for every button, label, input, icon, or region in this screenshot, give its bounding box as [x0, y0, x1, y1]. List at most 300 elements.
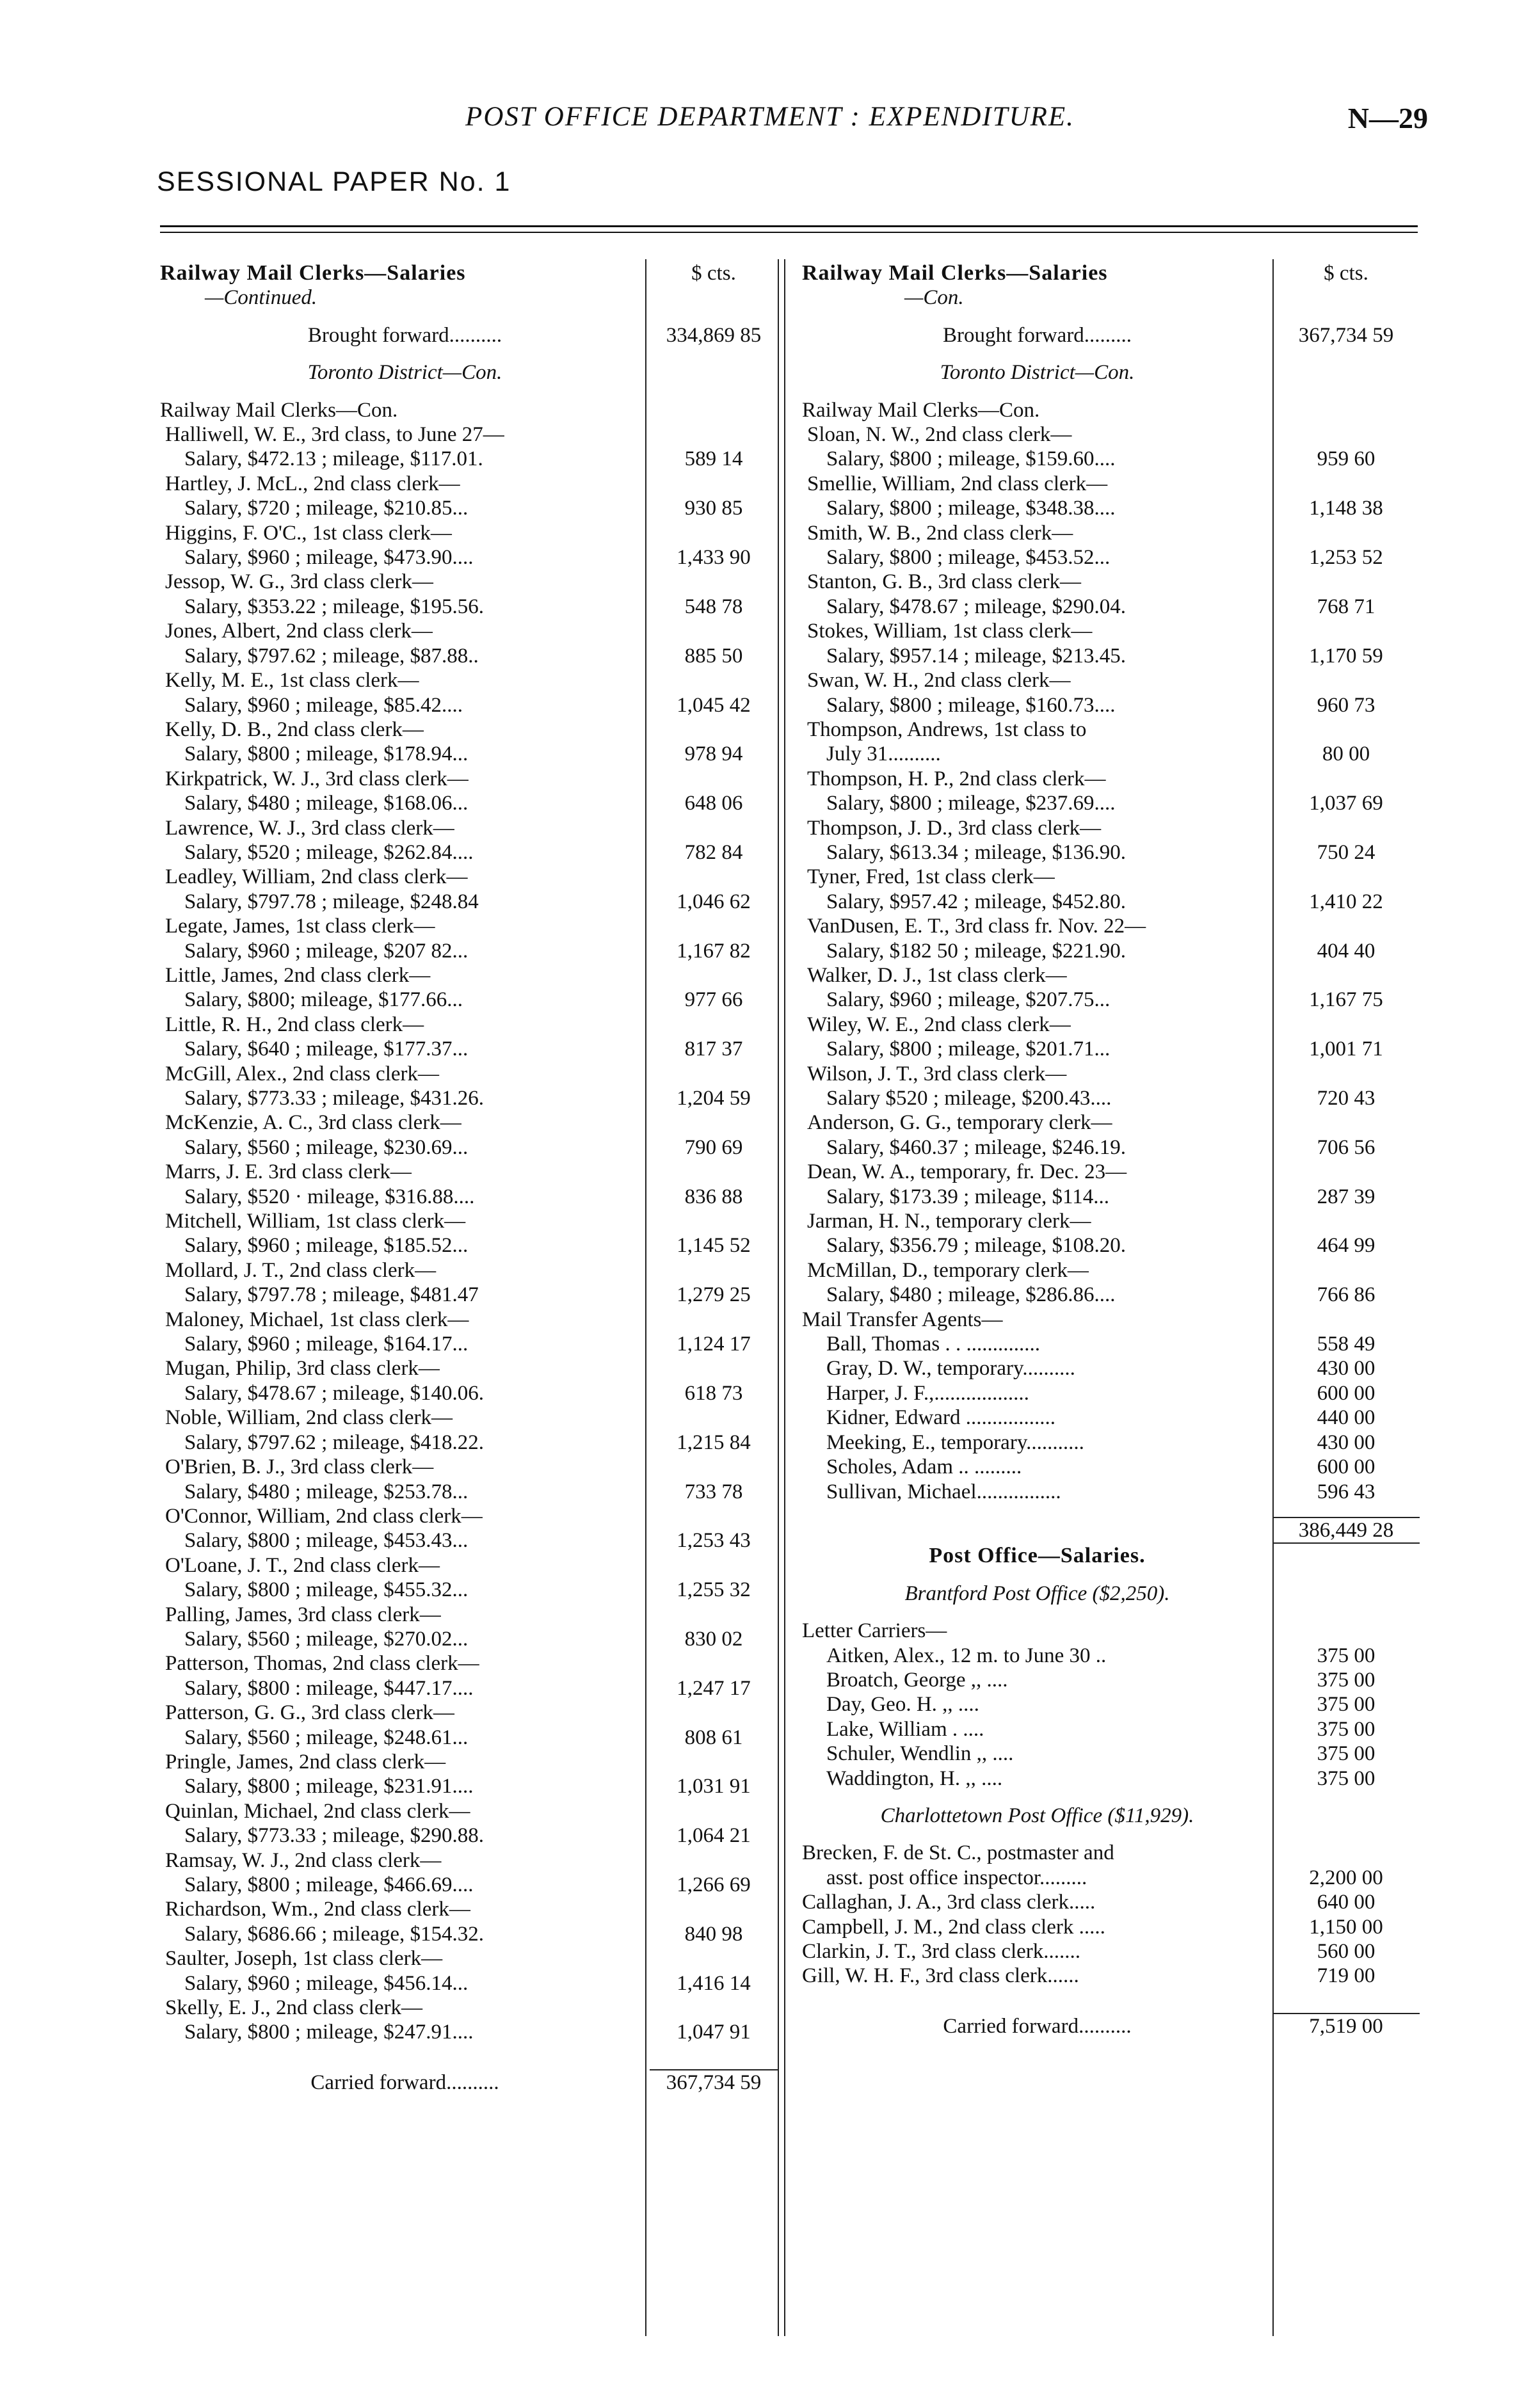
- entry-name-row: [160, 1356, 778, 1381]
- entry-amount: 1,279 25: [677, 1283, 751, 1307]
- entry-amount: 1,037 69: [1309, 792, 1383, 815]
- entry-amount: 430 00: [1317, 1357, 1376, 1381]
- entry-amount: 375 00: [1317, 1668, 1376, 1692]
- entry-name-row: [802, 1062, 1420, 1086]
- right-column: [802, 261, 1420, 2039]
- entry-name-row: [160, 717, 778, 742]
- entry-amount: 2,200 00: [1309, 1866, 1383, 1889]
- entry-amount: 1,253 52: [1309, 546, 1383, 570]
- entry-name: McMillan, D., temporary clerk—: [807, 1258, 1089, 1282]
- entry-detail: Salary, $797.62 ; mileage, $87.88..: [184, 644, 479, 668]
- entry-detail: Salary, $800 ; mileage, $455.32...: [184, 1578, 469, 1602]
- entry-detail: Salary, $640 ; mileage, $177.37...: [184, 1037, 469, 1061]
- entry-detail-row: [160, 1578, 778, 1602]
- entry-amount: 1,031 91: [677, 1775, 751, 1798]
- post-office-salaries-heading: Post Office—Salaries.: [929, 1544, 1146, 1568]
- left-heading-continued: —Continued.: [205, 286, 317, 310]
- entry-name: Meeking, E., temporary...........: [826, 1430, 1084, 1454]
- entry-amount: 1,167 75: [1309, 988, 1383, 1012]
- entry-row: [802, 1405, 1420, 1430]
- entry-name-row: [160, 422, 778, 447]
- entry-name-row: [802, 816, 1420, 840]
- entry-name: O'Connor, William, 2nd class clerk—: [165, 1504, 483, 1528]
- entry-name: Scholes, Adam .. .........: [826, 1455, 1022, 1479]
- entry-name: Schuler, Wendlin ,, ....: [826, 1742, 1014, 1766]
- entry-name: Jarman, H. N., temporary clerk—: [807, 1210, 1091, 1233]
- entry-amount: 1,255 32: [677, 1578, 751, 1602]
- entry-detail-row: [802, 545, 1420, 570]
- entry-detail: Salary, $960 ; mileage, $164.17...: [184, 1333, 469, 1356]
- column-divider: [778, 259, 779, 2336]
- entry-detail: Salary, $800 ; mileage, $466.69....: [184, 1873, 474, 1896]
- entry-amount: 80 00: [1322, 742, 1370, 766]
- entry-amount: 1,410 22: [1309, 890, 1383, 913]
- entry-detail: Salary, $800 : mileage, $447.17....: [184, 1676, 474, 1700]
- page-header-title: POST OFFICE DEPARTMENT : EXPENDITURE.: [465, 102, 1075, 132]
- entry-detail: Salary, $957.14 ; mileage, $213.45.: [826, 644, 1127, 668]
- header-rule: [160, 225, 1418, 227]
- letter-carriers-label: Letter Carriers—: [802, 1619, 947, 1643]
- entry-amount: 375 00: [1317, 1742, 1376, 1766]
- charlottetown-heading: Charlottetown Post Office ($11,929).: [880, 1804, 1194, 1827]
- entry-detail: Salary, $478.67 ; mileage, $140.06.: [184, 1381, 485, 1405]
- entry-detail-row: [160, 1381, 778, 1405]
- entry-detail-row: [802, 447, 1420, 471]
- entry-detail: Salary, $797.62 ; mileage, $418.22.: [184, 1430, 485, 1454]
- entry-detail: Salary, $560 ; mileage, $270.02...: [184, 1627, 469, 1651]
- entry-detail-row: [160, 1430, 778, 1455]
- entry-name: Smellie, William, 2nd class clerk—: [807, 472, 1108, 495]
- right-section-heading: Railway Mail Clerks—Salaries: [802, 261, 1108, 285]
- entry-name: Jessop, W. G., 3rd class clerk—: [165, 570, 433, 594]
- entry-detail: Salary, $960 ; mileage, $456.14...: [184, 1971, 469, 1995]
- entry-amount: 1,064 21: [677, 1824, 751, 1848]
- right-subtotal-amount: 386,449 28: [1272, 1517, 1420, 1544]
- entry-name-row: [160, 472, 778, 496]
- entry-amount: 959 60: [1317, 447, 1376, 471]
- entry-detail-row: [160, 595, 778, 619]
- entry-name: Mollard, J. T., 2nd class clerk—: [165, 1258, 437, 1282]
- left-district-heading: Toronto District—Con.: [307, 361, 502, 385]
- entry-name-row: [802, 767, 1420, 791]
- right-subheading: Railway Mail Clerks—Con.: [802, 398, 1040, 422]
- entry-detail: July 31..........: [826, 742, 941, 766]
- entry-amount: 404 40: [1317, 939, 1376, 963]
- entry-name: VanDusen, E. T., 3rd class fr. Nov. 22—: [807, 915, 1146, 938]
- entry-name-row: [802, 865, 1420, 889]
- entry-amount: 790 69: [684, 1135, 743, 1159]
- entry-detail: Salary, $480 ; mileage, $168.06...: [184, 792, 469, 815]
- entry-amount: 1,416 14: [677, 1971, 751, 1995]
- entry-name: Swan, W. H., 2nd class clerk—: [807, 669, 1071, 693]
- entry-name-row: [802, 1209, 1420, 1233]
- entry-detail: Salary, $800 ; mileage, $247.91....: [184, 2021, 474, 2044]
- entry-name-row: [160, 1504, 778, 1528]
- entry-row: [802, 1668, 1420, 1692]
- entry-row: [802, 1890, 1420, 1914]
- entry-detail: Salary, $480 ; mileage, $253.78...: [184, 1480, 469, 1503]
- column-divider-inner: [784, 259, 785, 2336]
- entry-name-row: [160, 1701, 778, 1725]
- entry-detail: asst. post office inspector.........: [826, 1866, 1087, 1889]
- entry-detail: Salary, $356.79 ; mileage, $108.20.: [826, 1234, 1127, 1258]
- entry-name: McKenzie, A. C., 3rd class clerk—: [165, 1111, 461, 1135]
- right-brought-forward-label: Brought forward.........: [942, 323, 1132, 347]
- entry-detail: Salary, $960 ; mileage, $85.42....: [184, 693, 463, 717]
- entry-detail: Salary, $800 ; mileage, $237.69....: [826, 792, 1116, 815]
- entry-amount: 375 00: [1317, 1766, 1376, 1790]
- entry-detail: Salary, $960 ; mileage, $207 82...: [184, 939, 469, 963]
- entry-name: Walker, D. J., 1st class clerk—: [807, 963, 1067, 987]
- entry-amount: 589 14: [684, 447, 743, 471]
- entry-name: Pringle, James, 2nd class clerk—: [165, 1750, 446, 1773]
- entry-row: [802, 1717, 1420, 1741]
- charlottetown-list: [802, 1841, 1420, 1988]
- entry-name: O'Brien, B. J., 3rd class clerk—: [165, 1455, 434, 1479]
- entry-detail-row: [160, 1528, 778, 1553]
- entry-detail-row: [160, 939, 778, 963]
- letter-carriers-list: [802, 1644, 1420, 1791]
- entry-amount: 464 99: [1317, 1234, 1376, 1258]
- entry-detail: Salary, $800 ; mileage, $178.94...: [184, 742, 469, 766]
- entry-detail: Salary, $460.37 ; mileage, $246.19.: [826, 1135, 1127, 1159]
- entry-amount: 977 66: [684, 988, 743, 1012]
- entry-amount: 1,148 38: [1309, 497, 1383, 520]
- entry-detail: Salary, $560 ; mileage, $230.69...: [184, 1135, 469, 1159]
- entry-detail-row: [160, 890, 778, 914]
- entry-name-row: [160, 767, 778, 791]
- entry-name-row: [160, 570, 778, 594]
- entry-row: [802, 1430, 1420, 1455]
- entry-name-row: [802, 717, 1420, 742]
- entry-amount: 648 06: [684, 792, 743, 815]
- entry-detail: Salary, $800 ; mileage, $159.60....: [826, 447, 1116, 471]
- entry-detail: Salary, $957.42 ; mileage, $452.80.: [826, 890, 1127, 913]
- entry-detail: Salary, $800 ; mileage, $453.52...: [826, 546, 1111, 570]
- entry-amount: 768 71: [1317, 595, 1376, 618]
- entry-name: Thompson, J. D., 3rd class clerk—: [807, 816, 1102, 840]
- entry-detail-row: [802, 939, 1420, 963]
- entry-amount: 1,001 71: [1309, 1037, 1383, 1061]
- entry-name-row: [160, 1258, 778, 1283]
- entry-detail: Salary, $472.13 ; mileage, $117.01.: [184, 447, 483, 471]
- sessional-paper-label: SESSIONAL PAPER No. 1: [157, 166, 511, 197]
- entry-row: [802, 1455, 1420, 1479]
- entry-amount: 1,253 43: [677, 1529, 751, 1553]
- entry-detail-row: [802, 693, 1420, 717]
- entry-name-row: [160, 668, 778, 693]
- entry-amount: 1,150 00: [1309, 1915, 1383, 1939]
- entry-amount: 640 00: [1317, 1891, 1376, 1914]
- entry-name: Hartley, J. McL., 2nd class clerk—: [165, 472, 460, 495]
- entry-detail-row: [802, 1086, 1420, 1110]
- left-carried-forward-label: Carried forward..........: [310, 2071, 499, 2095]
- entry-name: Ramsay, W. J., 2nd class clerk—: [165, 1848, 442, 1872]
- entry-name: Harper, J. F.,..................: [826, 1381, 1029, 1405]
- entry-detail-row: [802, 742, 1420, 766]
- entry-detail-row: [160, 644, 778, 668]
- entry-name: Brecken, F. de St. C., postmaster and: [802, 1841, 1114, 1865]
- entry-name: Noble, William, 2nd class clerk—: [165, 1406, 453, 1430]
- entry-name: Lawrence, W. J., 3rd class clerk—: [165, 816, 454, 840]
- entry-name: Quinlan, Michael, 2nd class clerk—: [165, 1799, 470, 1823]
- left-brought-forward-label: Brought forward..........: [307, 323, 502, 347]
- left-entries-list: [160, 422, 778, 2045]
- entry-detail-row: [160, 1283, 778, 1307]
- left-column: [160, 261, 778, 2095]
- entry-name-row: [160, 1013, 778, 1037]
- entry-name-row: [160, 619, 778, 643]
- entry-amount: 719 00: [1317, 1964, 1376, 1988]
- entry-detail-row: [160, 791, 778, 815]
- entry-detail: Salary, $520 ; mileage, $262.84....: [184, 840, 474, 864]
- entry-amount: 885 50: [684, 644, 743, 668]
- entry-detail: Salary, $800 ; mileage, $201.71...: [826, 1037, 1111, 1061]
- entry-detail-row: [160, 545, 778, 570]
- entry-amount: 558 49: [1317, 1333, 1376, 1356]
- entry-detail: Salary, $800 ; mileage, $231.91....: [184, 1775, 474, 1798]
- entry-amount: 1,170 59: [1309, 644, 1383, 668]
- entry-name-row: [802, 1258, 1420, 1283]
- entry-detail-row: [802, 890, 1420, 914]
- entry-name-row: [160, 1405, 778, 1430]
- entry-name: Leadley, William, 2nd class clerk—: [165, 865, 468, 889]
- entry-detail-row: [160, 1037, 778, 1061]
- entry-name: Ball, Thomas . . ..............: [826, 1333, 1040, 1356]
- entry-amount: 1,433 90: [677, 546, 751, 570]
- entry-amount: 1,204 59: [677, 1087, 751, 1110]
- entry-name-row: [802, 570, 1420, 594]
- entry-name: Thompson, Andrews, 1st class to: [807, 717, 1087, 741]
- entry-amount: 766 86: [1317, 1283, 1376, 1307]
- entry-amount: 287 39: [1317, 1185, 1376, 1208]
- entry-amount: 600 00: [1317, 1455, 1376, 1479]
- entry-amount: 840 98: [684, 1922, 743, 1946]
- entry-amount: 1,124 17: [677, 1333, 751, 1356]
- entry-detail-row: [802, 988, 1420, 1012]
- entry-name-row: [160, 1603, 778, 1627]
- entry-detail-row: [160, 1086, 778, 1110]
- entry-row: [802, 1939, 1420, 1964]
- entry-name: Kidner, Edward .................: [826, 1406, 1055, 1430]
- entry-row: [802, 1915, 1420, 1939]
- entry-detail: Salary, $720 ; mileage, $210.85...: [184, 497, 469, 520]
- entry-amount: 375 00: [1317, 1717, 1376, 1741]
- entry-name-row: [160, 1308, 778, 1332]
- entry-name-row: [802, 668, 1420, 693]
- entry-name: Lake, William . ....: [826, 1717, 984, 1741]
- entry-name: Campbell, J. M., 2nd class clerk .....: [802, 1915, 1105, 1939]
- entry-name-row: [160, 1946, 778, 1971]
- entry-row: [802, 1964, 1420, 1988]
- entry-name: Richardson, Wm., 2nd class clerk—: [165, 1898, 470, 1921]
- entry-name-row: [160, 1897, 778, 1921]
- entry-name-row: [160, 963, 778, 988]
- left-currency-header: $ cts.: [691, 262, 736, 285]
- entry-detail: Salary, $960 ; mileage, $473.90....: [184, 546, 474, 570]
- entry-detail: Salary, $800 ; mileage, $160.73....: [826, 693, 1116, 717]
- entry-detail: Salary, $182 50 ; mileage, $221.90.: [826, 939, 1127, 963]
- entry-detail: Salary, $520 · mileage, $316.88....: [184, 1185, 475, 1208]
- entry-detail-row: [802, 791, 1420, 815]
- entry-name-row: [802, 914, 1420, 938]
- entry-name: Clarkin, J. T., 3rd class clerk.......: [802, 1940, 1081, 1963]
- entry-detail-row: [160, 1233, 778, 1258]
- entry-name-row: [802, 1110, 1420, 1135]
- entry-detail-row: [160, 693, 778, 717]
- transfer-agents-list: [802, 1332, 1420, 1504]
- entry-name: Maloney, Michael, 1st class clerk—: [165, 1308, 469, 1331]
- entry-name-row: [802, 963, 1420, 988]
- entry-name: Aitken, Alex., 12 m. to June 30 ..: [826, 1644, 1107, 1667]
- entry-name: Sloan, N. W., 2nd class clerk—: [807, 423, 1072, 447]
- entry-detail-row: [802, 1283, 1420, 1307]
- entry-name-row: [160, 1996, 778, 2020]
- entry-name-row: [160, 1553, 778, 1578]
- entry-name: Gray, D. W., temporary..........: [826, 1357, 1075, 1381]
- entry-amount: 548 78: [684, 595, 743, 618]
- entry-name-row: [160, 1160, 778, 1184]
- right-district-heading: Toronto District—Con.: [940, 361, 1135, 385]
- entry-detail-row: [160, 1332, 778, 1356]
- right-brought-forward-amount: 367,734 59: [1298, 323, 1394, 347]
- entry-name-row: [802, 472, 1420, 496]
- transfer-agents-heading: Mail Transfer Agents—: [802, 1308, 1003, 1331]
- entry-amount: 596 43: [1317, 1480, 1376, 1503]
- entry-name: Patterson, G. G., 3rd class clerk—: [165, 1701, 454, 1725]
- entry-detail-row: [160, 1725, 778, 1750]
- entry-name: Callaghan, J. A., 3rd class clerk.....: [802, 1891, 1096, 1914]
- entry-amount: 750 24: [1317, 840, 1376, 864]
- entry-detail-row: [160, 1873, 778, 1897]
- entry-detail: Salary, $797.78 ; mileage, $248.84: [184, 890, 479, 913]
- entry-amount: 1,247 17: [677, 1676, 751, 1700]
- entry-detail: Salary, $480 ; mileage, $286.86....: [826, 1283, 1116, 1307]
- entry-amount: 618 73: [684, 1381, 743, 1405]
- entry-detail: Salary $520 ; mileage, $200.43....: [826, 1087, 1112, 1110]
- entry-detail-row: [160, 1823, 778, 1848]
- entry-name: Marrs, J. E. 3rd class clerk—: [165, 1160, 412, 1184]
- entry-name: Little, James, 2nd class clerk—: [165, 963, 431, 987]
- entry-name-row: [802, 1013, 1420, 1037]
- entry-name: O'Loane, J. T., 2nd class clerk—: [165, 1553, 440, 1577]
- entry-name: Stanton, G. B., 3rd class clerk—: [807, 570, 1082, 594]
- entry-name: Kelly, D. B., 2nd class clerk—: [165, 717, 424, 741]
- entry-detail: Salary, $800; mileage, $177.66...: [184, 988, 463, 1012]
- entry-name: Sullivan, Michael................: [826, 1480, 1061, 1503]
- entry-name-row: [160, 816, 778, 840]
- entry-detail-row: [160, 2020, 778, 2044]
- entry-detail-row: [160, 988, 778, 1012]
- entry-name: McGill, Alex., 2nd class clerk—: [165, 1062, 440, 1085]
- entry-name: Wilson, J. T., 3rd class clerk—: [807, 1062, 1067, 1085]
- entry-name: Dean, W. A., temporary, fr. Dec. 23—: [807, 1160, 1127, 1184]
- entry-detail-row: [802, 644, 1420, 668]
- entry-name: Saulter, Joseph, 1st class clerk—: [165, 1947, 443, 1971]
- entry-name-row: [160, 521, 778, 545]
- entry-detail: Salary, $613.34 ; mileage, $136.90.: [826, 840, 1127, 864]
- entry-detail-row: [160, 1774, 778, 1798]
- entry-detail-row: [160, 447, 778, 471]
- header-rule-secondary: [160, 232, 1418, 233]
- entry-name: Tyner, Fred, 1st class clerk—: [807, 865, 1055, 889]
- entry-amount: 1,167 82: [677, 939, 751, 963]
- entry-amount: 1,046 62: [677, 890, 751, 913]
- entry-detail: Salary, $560 ; mileage, $248.61...: [184, 1725, 469, 1749]
- entry-detail-row: [160, 1480, 778, 1504]
- entry-amount: 817 37: [684, 1037, 743, 1061]
- entry-detail-row: [160, 1627, 778, 1651]
- entry-amount: 560 00: [1317, 1940, 1376, 1963]
- brantford-heading: Brantford Post Office ($2,250).: [904, 1581, 1170, 1605]
- entry-detail: Salary, $353.22 ; mileage, $195.56.: [184, 595, 485, 618]
- entry-amount: 733 78: [684, 1480, 743, 1503]
- entry-amount: 440 00: [1317, 1406, 1376, 1430]
- entry-detail-row: [160, 1135, 778, 1160]
- entry-detail-row: [802, 1866, 1420, 1890]
- right-currency-header: $ cts.: [1324, 262, 1368, 285]
- entry-name-row: [160, 1799, 778, 1823]
- entry-row: [802, 1741, 1420, 1766]
- entry-detail-row: [802, 496, 1420, 520]
- entry-name-row: [160, 1209, 778, 1233]
- entry-name: Higgins, F. O'C., 1st class clerk—: [165, 521, 452, 545]
- entry-name-row: [160, 1651, 778, 1676]
- entry-detail: Salary, $773.33 ; mileage, $290.88.: [184, 1824, 485, 1848]
- entry-name: Halliwell, W. E., 3rd class, to June 27—: [165, 423, 504, 447]
- entry-name: Gill, W. H. F., 3rd class clerk......: [802, 1964, 1079, 1988]
- entry-name-row: [160, 1110, 778, 1135]
- entry-name-row: [160, 1062, 778, 1086]
- entry-name-row: [802, 1160, 1420, 1184]
- entry-amount: 1,045 42: [677, 693, 751, 717]
- entry-amount: 1,047 91: [677, 2021, 751, 2044]
- entry-row: [802, 1356, 1420, 1381]
- entry-name-row: [802, 521, 1420, 545]
- entry-detail-row: [802, 1037, 1420, 1061]
- entry-amount: 930 85: [684, 497, 743, 520]
- entry-detail-row: [802, 595, 1420, 619]
- entry-row: [802, 1381, 1420, 1405]
- entry-detail: Salary, $960 ; mileage, $207.75...: [826, 988, 1111, 1012]
- entry-name: Palling, James, 3rd class clerk—: [165, 1603, 441, 1626]
- entry-detail: Salary, $800 ; mileage, $453.43...: [184, 1529, 469, 1553]
- entry-name: Broatch, George ,, ....: [826, 1668, 1008, 1692]
- entry-amount: 720 43: [1317, 1087, 1376, 1110]
- entry-name-row: [802, 422, 1420, 447]
- right-entries-list: [802, 422, 1420, 1308]
- entry-detail-row: [802, 840, 1420, 865]
- entry-name-row: [802, 619, 1420, 643]
- entry-detail-row: [160, 742, 778, 766]
- entry-amount: 430 00: [1317, 1430, 1376, 1454]
- entry-amount: 836 88: [684, 1185, 743, 1208]
- right-carried-forward-amount: 7,519 00: [1272, 2013, 1420, 2038]
- entry-amount: 782 84: [684, 840, 743, 864]
- entry-detail-row: [160, 1922, 778, 1946]
- entry-amount: 600 00: [1317, 1381, 1376, 1405]
- entry-name: Mitchell, William, 1st class clerk—: [165, 1210, 466, 1233]
- entry-name: Smith, W. B., 2nd class clerk—: [807, 521, 1073, 545]
- entry-amount: 375 00: [1317, 1644, 1376, 1667]
- entry-name: Little, R. H., 2nd class clerk—: [165, 1013, 424, 1036]
- entry-amount: 375 00: [1317, 1693, 1376, 1717]
- entry-name: Wiley, W. E., 2nd class clerk—: [807, 1013, 1071, 1036]
- entry-name: Jones, Albert, 2nd class clerk—: [165, 620, 433, 643]
- entry-detail: Salary, $686.66 ; mileage, $154.32.: [184, 1922, 485, 1946]
- entry-row: [802, 1644, 1420, 1668]
- right-carried-forward-label: Carried forward..........: [943, 2015, 1132, 2038]
